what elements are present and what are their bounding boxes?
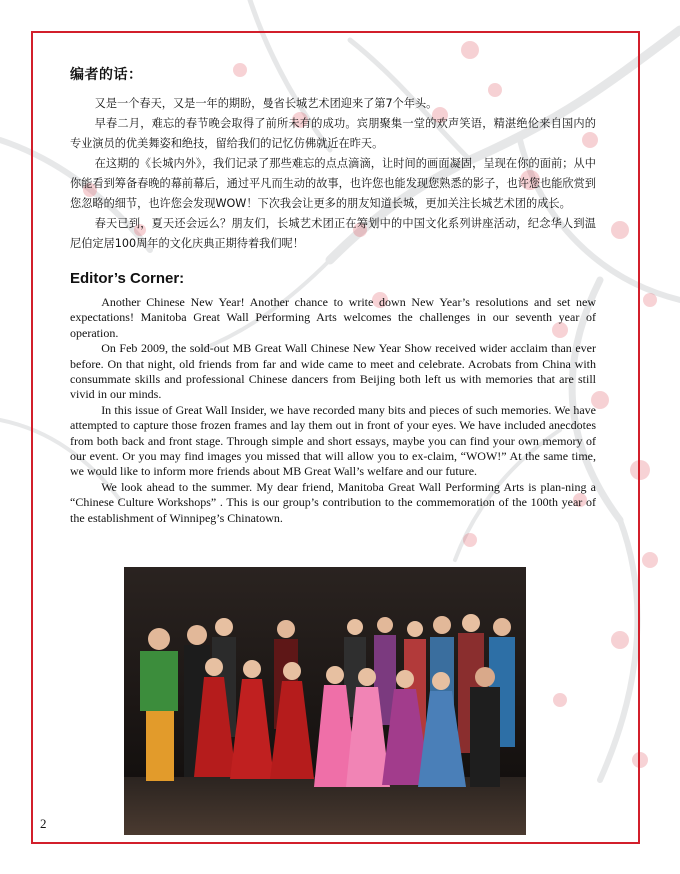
english-paragraph: On Feb 2009, the sold-out MB Great Wall Chinese New Year Show received wider acclaim than ever before. On that night, old friends from far and wide came to meet and celebrate. Acrobats from China with consummate skills and professional Chinese dancers from Beijing both left us with memories that are still vivid in our minds. <box>70 341 596 402</box>
editor-column <box>70 64 596 526</box>
chinese-paragraph: 早春二月，难忘的春节晚会取得了前所未有的成功。宾朋聚集一堂的欢声笑语，精湛绝伦来自国内的专业演员的优美舞姿和绝技，留给我们的记忆仿佛就近在昨天。 <box>70 117 596 150</box>
english-paragraph: Another Chinese New Year! Another chance to write down New Year’s resolutions and set new expectations! Manitoba Great Wall Performing Arts welcomes the challenges in our seventh year of operation. <box>70 295 596 340</box>
group-photo-illustration <box>124 567 526 835</box>
chinese-heading: 编者的话： <box>70 67 143 83</box>
english-paragraph: In this issue of Great Wall Insider, we have recorded many bits and pieces of such memories. We have attempted to capture those frozen frames and lay them out in front of your eyes. We have included anecdotes from both back and front stage. Through simple and short essays, maybe you can find your own memory of our event. Or you may find images you missed that will allow you to ex-claim, “WOW!” At the same time, we would like to inform more friends about MB Great Wall’s welfare and our future. <box>70 402 596 479</box>
english-paragraph: We look ahead to the summer. My dear friend, Manitoba Great Wall Performing Arts is plan-ning a “Chinese Culture Workshops” . This is our group’s contribution to the commemoration of the 100th year of the establishment of Winnipeg’s Chinatown. <box>70 479 596 525</box>
chinese-paragraph: 春天已到，夏天还会远么？朋友们，长城艺术团正在筹划中的中国文化系列讲座活动，纪念华人到温尼伯定居100周年的文化庆典正期待着我们呢！ <box>70 217 596 250</box>
chinese-paragraph: 又是一个春天，又是一年的期盼，曼省长城艺术团迎来了第7个年头。 <box>94 97 438 110</box>
group-photo <box>124 567 526 835</box>
chinese-paragraph: 在这期的《长城内外》，我们记录了那些难忘的点点滴滴，让时间的画面凝固，呈现在你的面前；从中你能看到筹备春晚的幕前幕后，通过平凡而生动的故事，也许您也能发现您熟悉的影子，也许您也能欣赏到您忽略的细节，也许您会发现WOW！下次我会让更多的朋友知道长城，更加关注长城艺术团的成长。 <box>70 157 596 210</box>
page-number: 2 <box>40 816 47 831</box>
english-heading: Editor’s Corner: <box>70 270 185 287</box>
